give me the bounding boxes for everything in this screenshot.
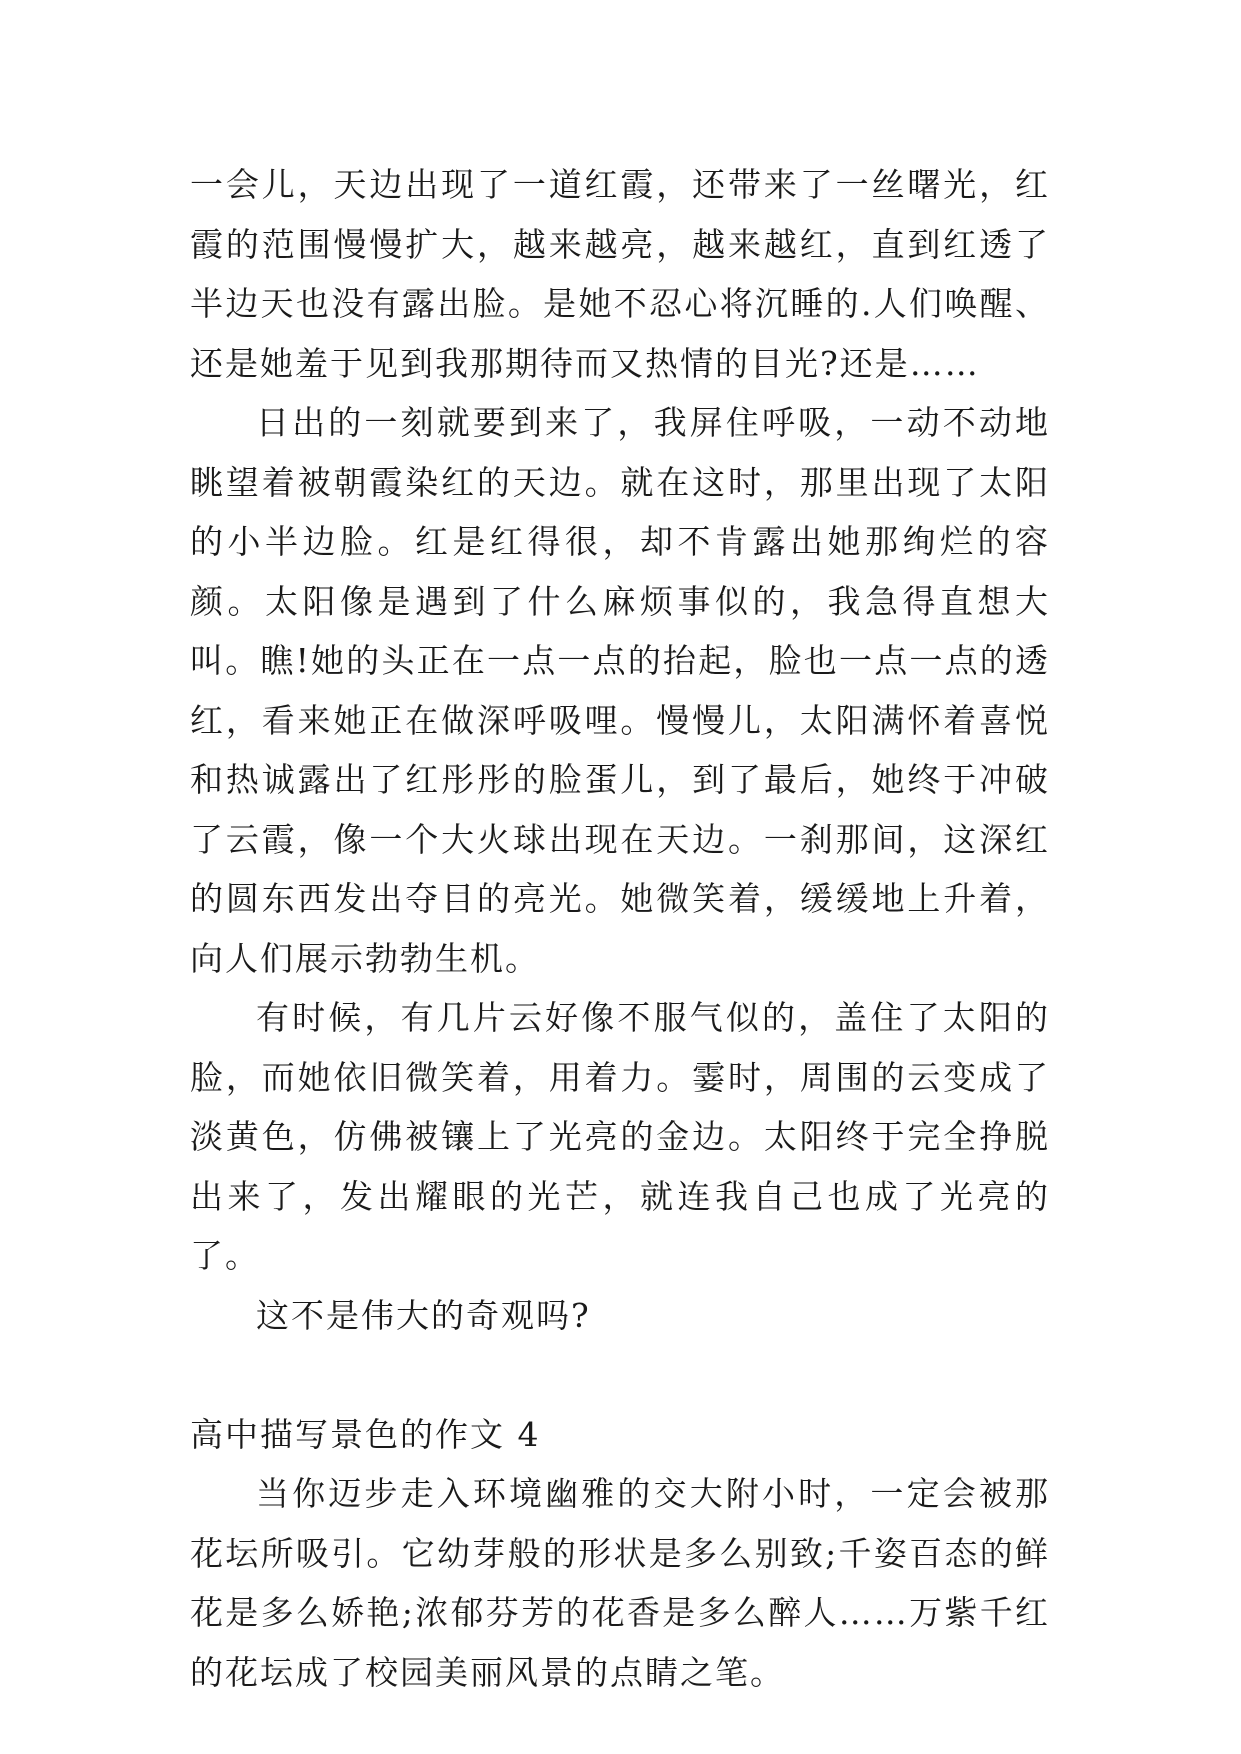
paragraph-wonder-question: 这不是伟大的奇观吗? xyxy=(256,1295,591,1335)
section-heading: 高中描写景色的作文 4 xyxy=(190,1414,541,1454)
paragraph-sunrise-moment: 日出的一刻就要到来了，我屏住呼吸，一动不动地眺望着被朝霞染红的天边。就在这时，那里出现了太阳的小半边脸。红是红得很，却不肯露出她那绚烂的容颜。太阳像是遇到了什么麻烦事似的，我急得直想大叫。瞧!她的头正在一点一点的抬起，脸也一点一点的透红，看来她正在做深呼吸哩。慢慢儿，太阳满怀着喜悦和热诚露出了红彤彤的脸蛋儿，到了最后，她终于冲破了云霞，像一个大火球出现在天边。一刹那间，这深红的圆东西发出夺目的亮光。她微笑着，缓缓地上升着，向人们展示勃勃生机。 xyxy=(190,403,1050,978)
section-spacer xyxy=(190,1345,1050,1405)
paragraph-sunrise-red-clouds: 一会儿，天边出现了一道红霞，还带来了一丝曙光，红霞的范围慢慢扩大，越来越亮，越来越红，直到红透了半边天也没有露出脸。是她不忍心将沉睡的.人们唤醒、还是她羞于见到我那期待而又热情的目光?还是…… xyxy=(190,165,1050,383)
paragraph-flower-bed: 当你迈步走入环境幽雅的交大附小时，一定会被那花坛所吸引。它幼芽般的形状是多么别致;千姿百态的鲜花是多么娇艳;浓郁芬芳的花香是多么醉人……万紫千红的花坛成了校园美丽风景的点睛之笔。 xyxy=(190,1474,1050,1692)
paragraph-clouds-golden-edge: 有时候，有几片云好像不服气似的，盖住了太阳的脸，而她依旧微笑着，用着力。霎时，周围的云变成了淡黄色，仿佛被镶上了光亮的金边。太阳终于完全挣脱出来了，发出耀眼的光芒，就连我自己也成了光亮的了。 xyxy=(190,998,1050,1275)
document-body xyxy=(190,155,1050,1702)
